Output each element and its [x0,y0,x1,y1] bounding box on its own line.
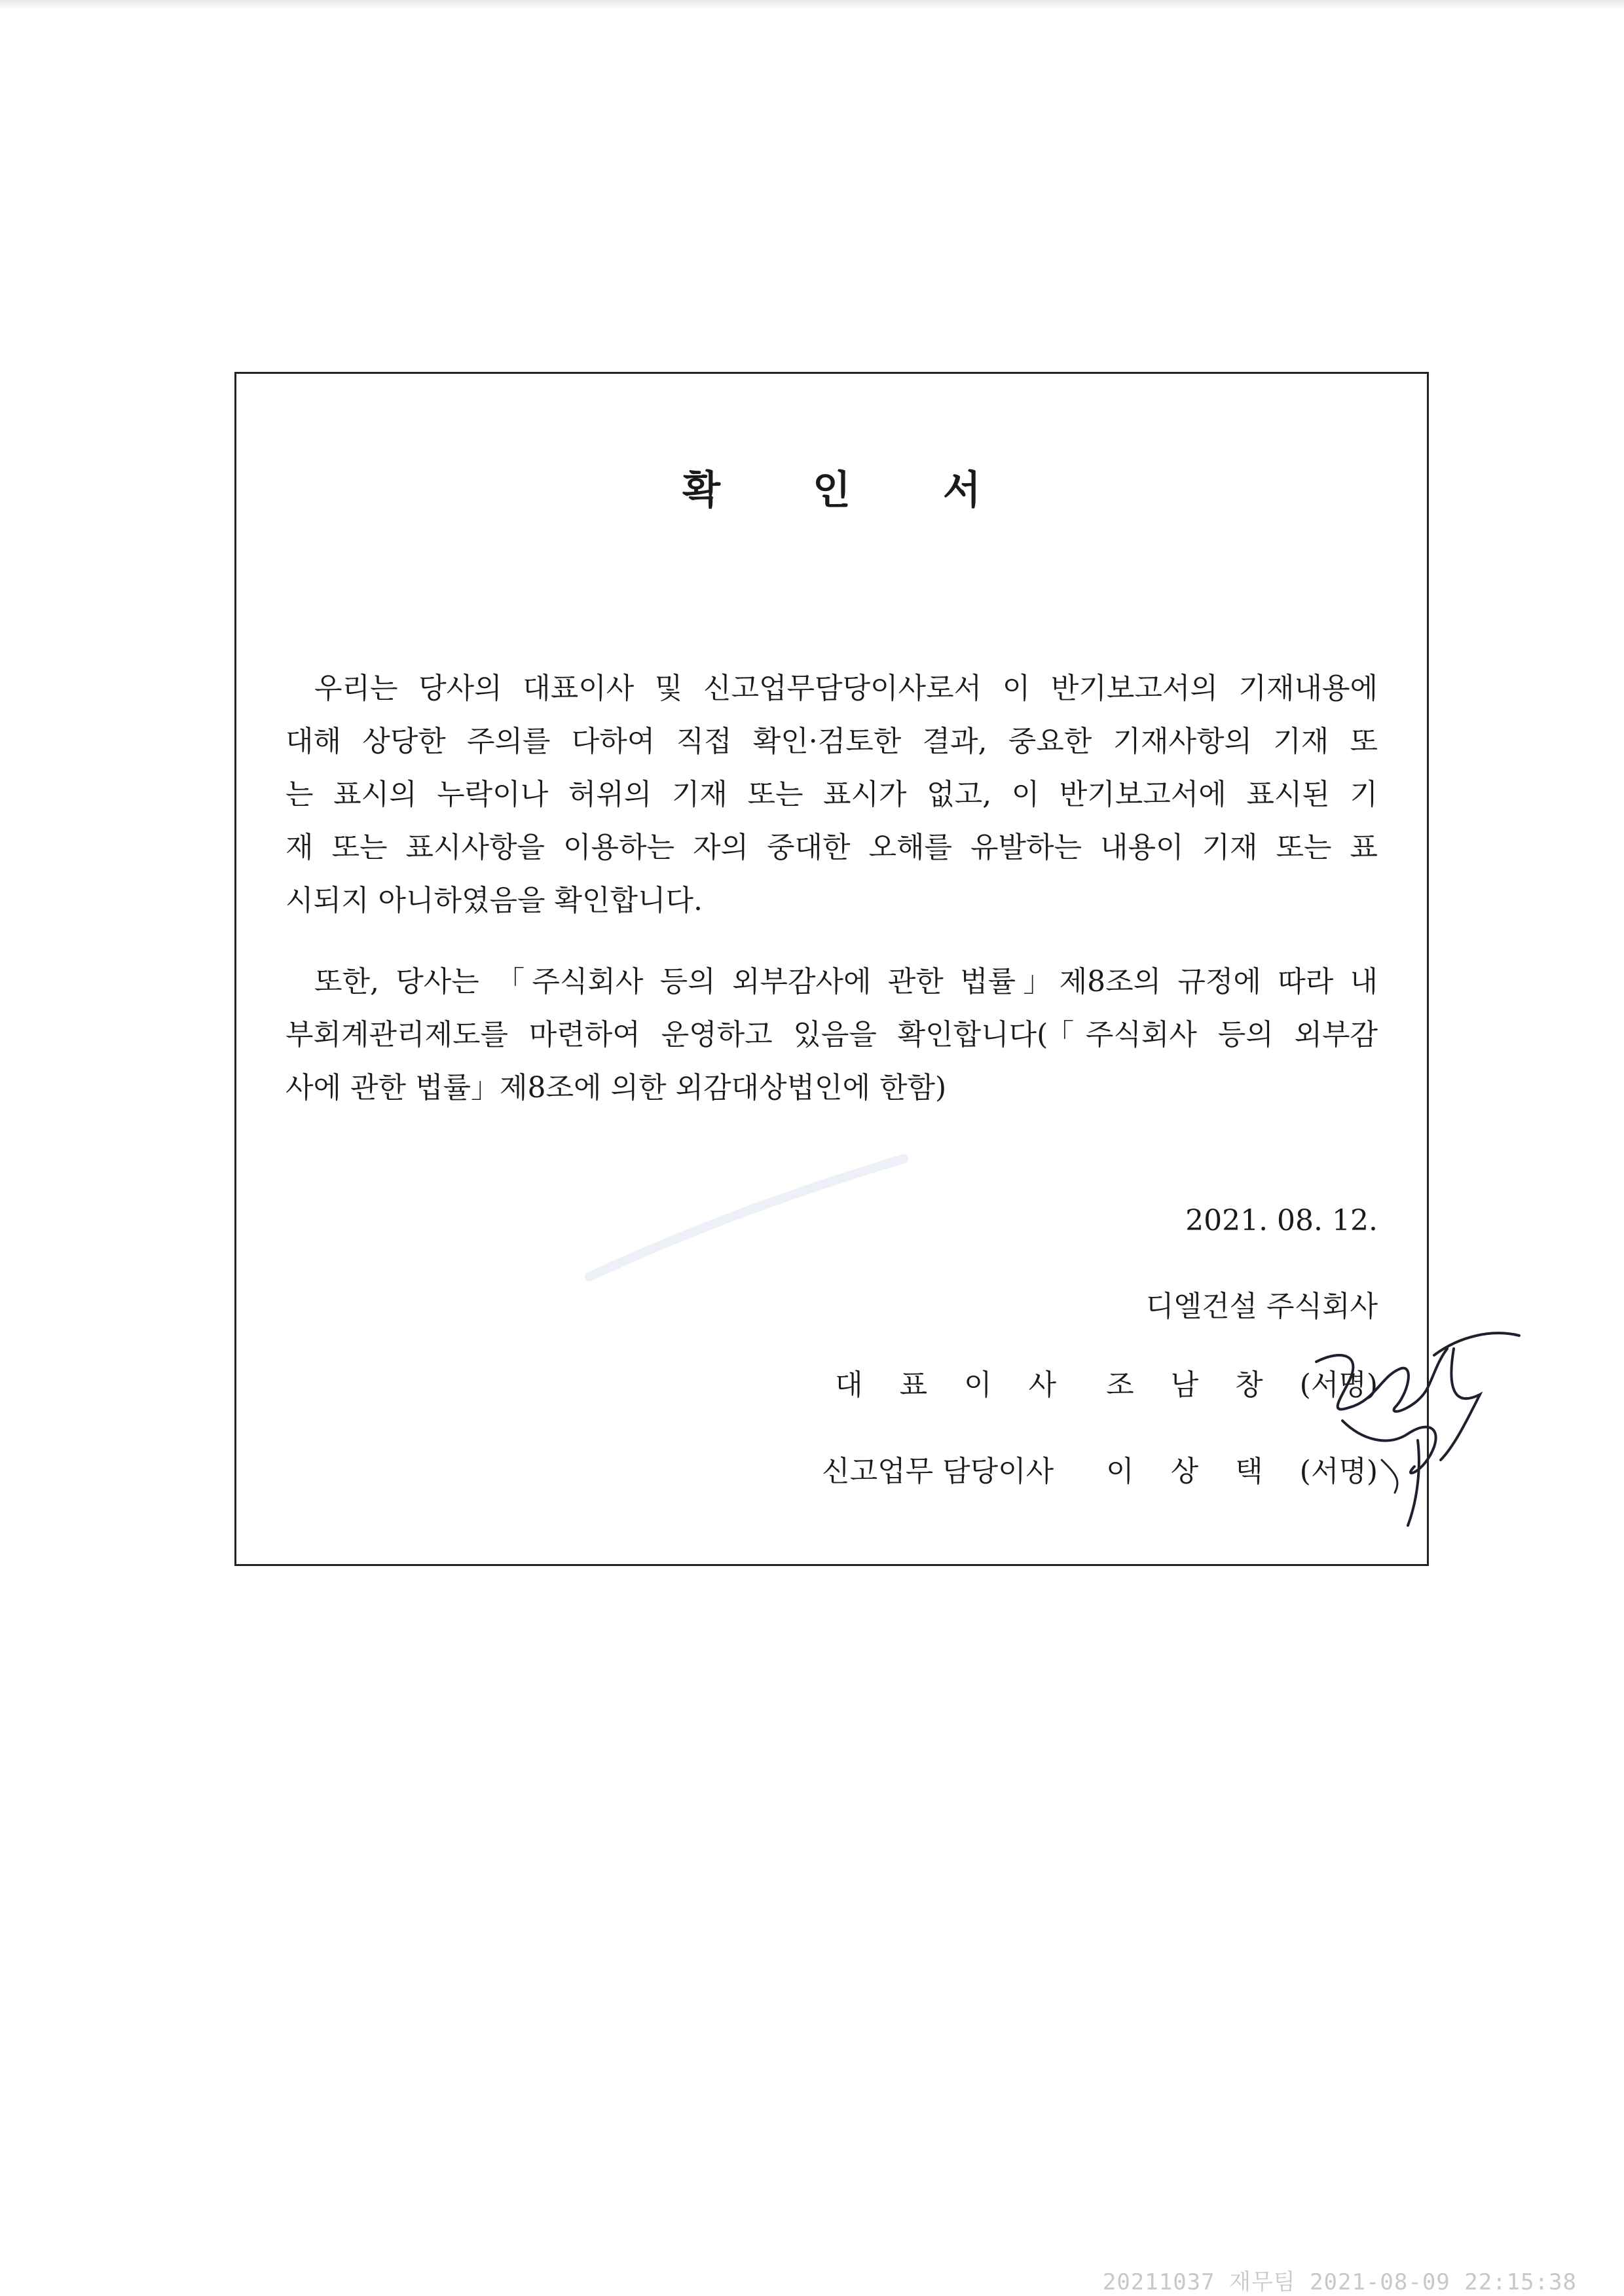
paragraph-line: 는 표시의 누락이나 허위의 기재 또는 표시가 없고, 이 반기보고서에 표시된 기 [286,778,1378,811]
footer-timestamp: 20211037 재무팀 2021-08-09 22:15:38 [1102,2269,1577,2295]
paragraph-line: 시되지 아니하였음을 확인합니다. [286,884,703,917]
confirmation-document-frame [234,372,1429,1566]
officer-sign-label: (서명) [1299,1455,1378,1488]
faint-watermark [576,1146,917,1290]
paragraph-confirmation [286,662,1378,927]
paragraph-line: 사에 관한 법률」제8조에 의한 외감대상법인에 한함) [286,1071,947,1104]
officer-role: 신고업무 담당이사 [822,1455,1054,1488]
ceo-role: 대표이사 [835,1368,1094,1402]
ceo-signature-line [835,1361,1378,1403]
company-name: 디엘건설 주식회사 [1145,1290,1378,1323]
officer-name: 이상택 [1106,1455,1300,1488]
officer-signature-line [822,1448,1378,1489]
paragraph-internal-control [286,955,1378,1114]
paragraph-line: 또한, 당사는 「주식회사 등의 외부감사에 관한 법률」제8조의 규정에 따라 내 [314,965,1378,998]
paragraph-line: 부회계관리제도를 마련하여 운영하고 있음을 확인합니다(「주식회사 등의 외부감 [286,1018,1378,1051]
paragraph-line: 대해 상당한 주의를 다하여 직접 확인·검토한 결과, 중요한 기재사항의 기재 또 [286,725,1378,758]
ceo-name: 조남창 [1106,1368,1300,1402]
ceo-sign-label: (서명) [1299,1368,1378,1402]
paragraph-line: 우리는 당사의 대표이사 및 신고업무담당이사로서 이 반기보고서의 기재내용에 [314,672,1378,705]
document-title: 확 인 서 [682,467,1020,513]
paragraph-line: 재 또는 표시사항을 이용하는 자의 중대한 오해를 유발하는 내용이 기재 또는 표 [286,831,1378,864]
document-date: 2021. 08. 12. [1185,1204,1378,1237]
scan-edge [0,0,1624,9]
handwritten-signature [1303,1309,1539,1545]
